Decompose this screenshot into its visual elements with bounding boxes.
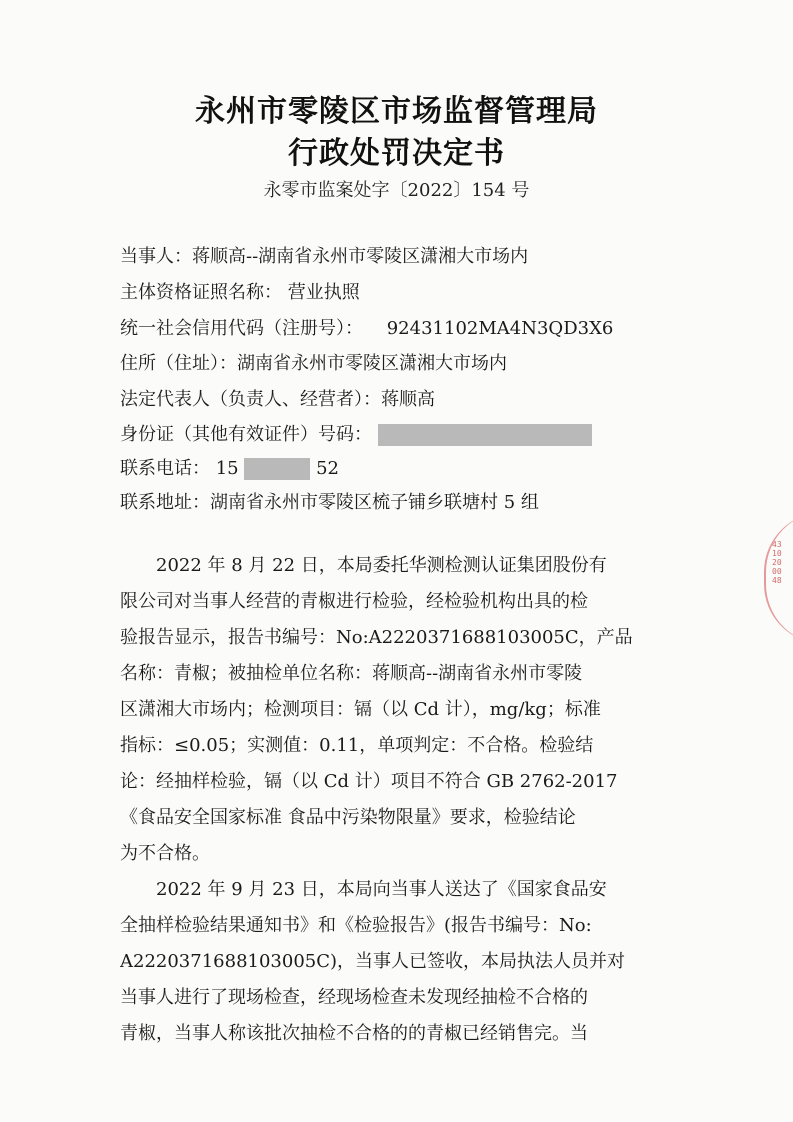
paragraph1-line: 论：经抽样检验，镉（以 Cd 计）项目不符合 GB 2762-2017 bbox=[120, 771, 618, 792]
paragraph2-line: 当事人进行了现场检查，经现场检查未发现经抽检不合格的 bbox=[120, 987, 588, 1008]
paragraph1-line: 名称：青椒；被抽检单位名称：蒋顺高--湖南省永州市零陵 bbox=[120, 663, 583, 684]
document-title-line1: 永州市零陵区市场监督管理局 bbox=[195, 94, 598, 129]
paragraph1-line: 指标：≤0.05；实测值：0.11，单项判定：不合格。检验结 bbox=[120, 735, 594, 756]
seal-number: 4310200048 bbox=[772, 540, 782, 585]
id-number-label: 身份证（其他有效证件）号码： bbox=[120, 424, 372, 445]
paragraph1-line: 2022 年 8 月 22 日，本局委托华测检测认证集团股份有 bbox=[156, 555, 607, 576]
id-number-redaction bbox=[378, 424, 592, 446]
credit-code-value: 92431102MA4N3QD3X6 bbox=[386, 318, 614, 339]
party-name: 当事人：蒋顺高--湖南省永州市零陵区潇湘大市场内 bbox=[120, 246, 529, 267]
legal-representative: 法定代表人（负责人、经营者）：蒋顺高 bbox=[120, 389, 435, 410]
paragraph1-line: 验报告显示，报告书编号：No:A2220371688103005C，产品 bbox=[120, 627, 633, 648]
address: 住所（住址）：湖南省永州市零陵区潇湘大市场内 bbox=[120, 353, 507, 374]
paragraph2-line: 青椒，当事人称该批次抽检不合格的的青椒已经销售完。当 bbox=[120, 1023, 588, 1044]
credit-code-label: 统一社会信用代码（注册号）： bbox=[120, 318, 363, 339]
license-name: 主体资格证照名称： 营业执照 bbox=[120, 282, 360, 303]
phone-prefix: 15 bbox=[215, 458, 239, 479]
paragraph1-line: 限公司对当事人经营的青椒进行检验，经检验机构出具的检 bbox=[120, 591, 588, 612]
phone-redaction bbox=[244, 458, 310, 480]
phone-label: 联系电话： bbox=[120, 458, 210, 479]
contact-address: 联系地址：湖南省永州市零陵区梳子铺乡联塘村 5 组 bbox=[120, 492, 539, 513]
paragraph2-line: A2220371688103005C)，当事人已签收，本局执法人员并对 bbox=[120, 951, 626, 972]
paragraph2-line: 2022 年 9 月 23 日，本局向当事人送达了《国家食品安 bbox=[156, 879, 607, 900]
paragraph1-line: 为不合格。 bbox=[120, 843, 210, 864]
document-number: 永零市监案处字〔2022〕154 号 bbox=[263, 180, 530, 201]
phone-row bbox=[120, 456, 339, 482]
document-title-line2: 行政处罚决定书 bbox=[288, 136, 505, 171]
id-number-row bbox=[120, 422, 592, 448]
credit-code-row bbox=[120, 316, 613, 342]
paragraph1-line: 区潇湘大市场内；检测项目：镉（以 Cd 计），mg/kg；标准 bbox=[120, 699, 601, 720]
phone-suffix: 52 bbox=[316, 458, 340, 479]
paragraph1-line: 《食品安全国家标准 食品中污染物限量》要求，检验结论 bbox=[120, 807, 576, 828]
paragraph2-line: 全抽样检验结果通知书》和《检验报告》(报告书编号：No: bbox=[120, 915, 592, 936]
